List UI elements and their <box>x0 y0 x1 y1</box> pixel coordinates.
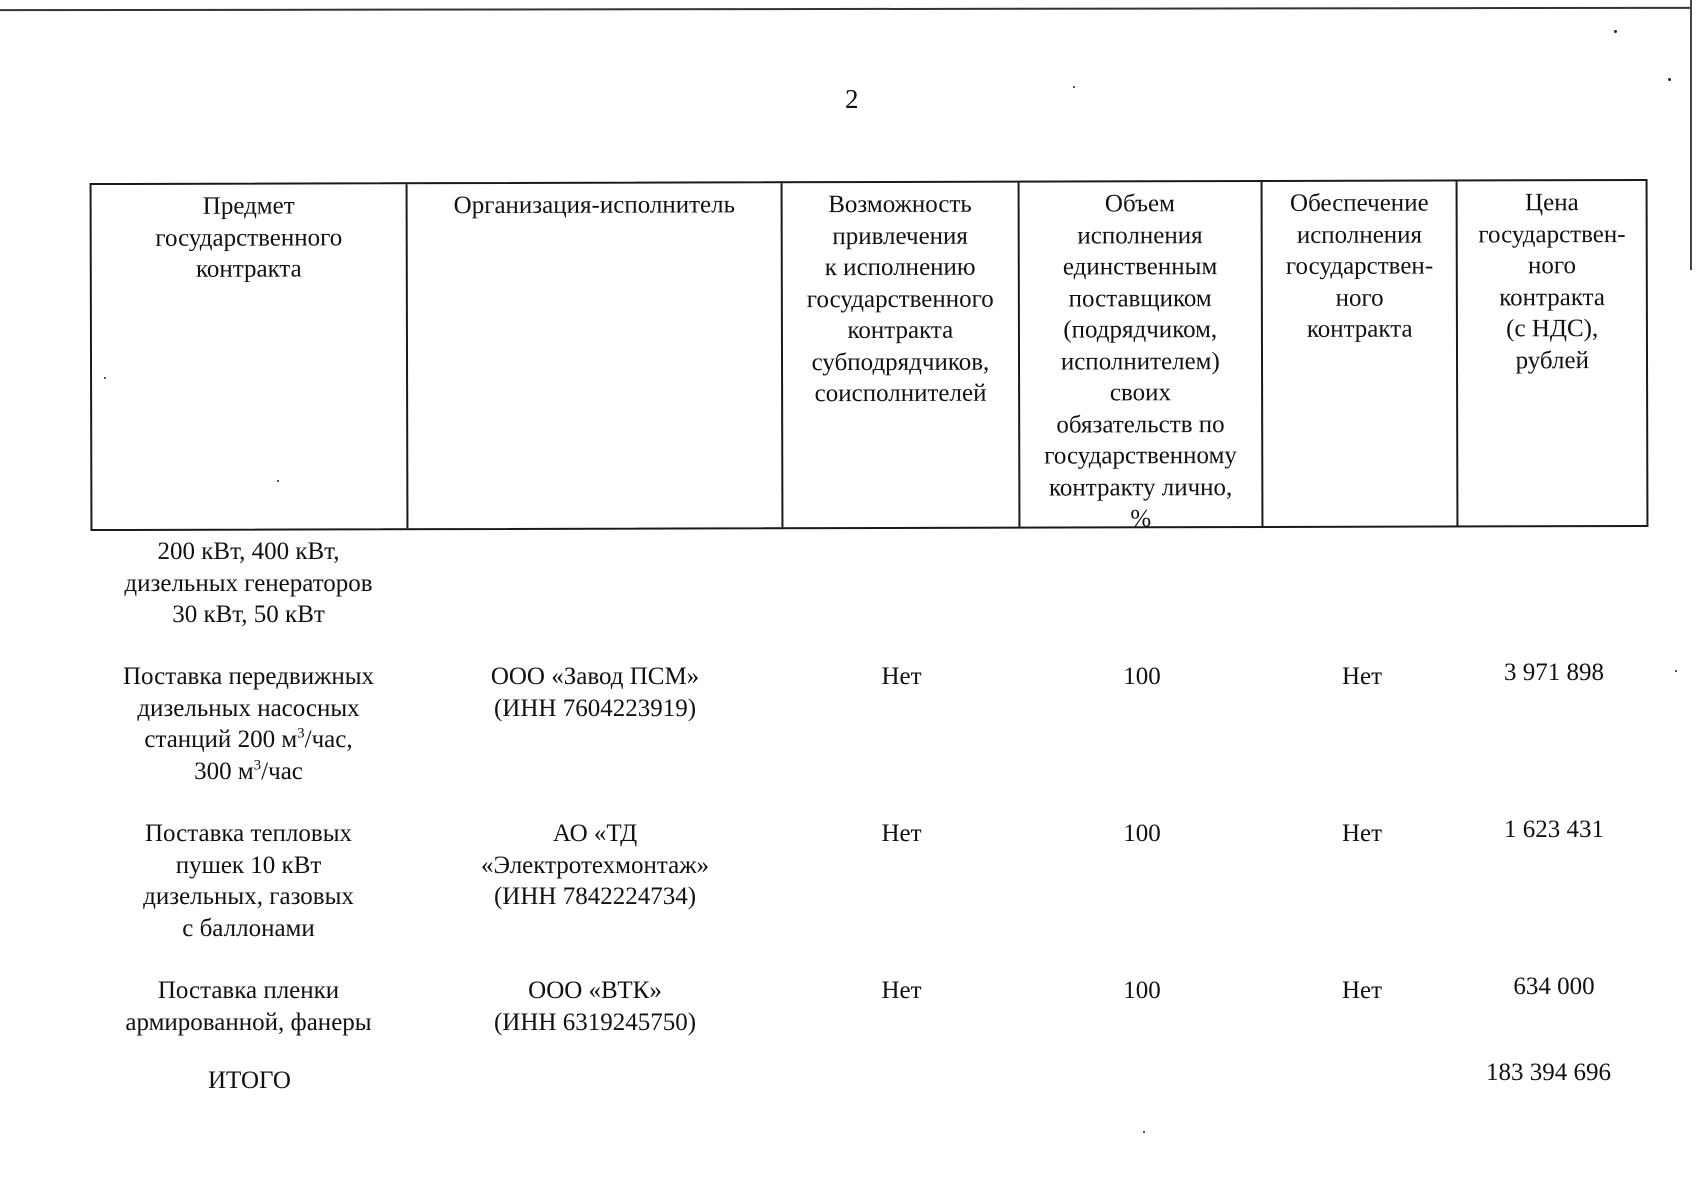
header-cell-volume <box>1019 182 1263 533</box>
cell-subject: Поставка пленки армированной, фанеры <box>125 977 372 1036</box>
header-price-text: Цена государствен- ного контракта (с НДС), рублей <box>1478 189 1626 374</box>
superscript: 3 <box>297 725 305 742</box>
scan-speck <box>1073 86 1075 88</box>
cell-subcontractors: Нет <box>881 977 922 1004</box>
table-row <box>90 818 1648 944</box>
total-value: 183 394 696 <box>1486 1059 1611 1086</box>
cell-volume: 100 <box>1123 977 1161 1004</box>
cell-subcontractors: Нет <box>881 820 922 847</box>
subject-text: /час <box>261 757 303 785</box>
subject-text: /час, 300 м <box>194 726 353 785</box>
scan-speck <box>1675 670 1677 672</box>
scan-speck <box>1143 1131 1145 1133</box>
header-subject-text: Предмет государственного контракта <box>155 192 343 283</box>
table-row <box>90 975 1648 1038</box>
scan-edge-right <box>1690 0 1692 270</box>
cell-subject: 200 кВт, 400 кВт, дизельных генераторов 30 кВт, 50 кВт <box>124 538 373 628</box>
total-label: ИТОГО <box>208 1067 291 1094</box>
scan-edge-top <box>0 7 1690 11</box>
cell-organization: АО «ТД «Электротехмонтаж» (ИНН 7842224734) <box>481 820 709 910</box>
header-subcontractors-text: Возможность привлечения к исполнению государственного контракта субподрядчиков, соисполнителей <box>806 190 994 408</box>
cell-price: 634 000 <box>1513 973 1595 1000</box>
table-header <box>90 179 1649 531</box>
header-organization-text: Организация-исполнитель <box>453 191 736 220</box>
header-cell-subcontractors <box>783 183 1020 528</box>
table-row <box>90 661 1648 787</box>
header-cell-organization <box>408 183 784 528</box>
header-cell-subject <box>92 184 409 529</box>
scan-speck <box>1668 78 1671 81</box>
table-row-continuation <box>90 536 1648 631</box>
header-cell-price <box>1458 181 1646 525</box>
cell-organization: ООО «Завод ПСМ» (ИНН 7604223919) <box>490 663 700 722</box>
cell-security: Нет <box>1341 820 1383 847</box>
superscript: 3 <box>253 757 262 774</box>
cell-organization: ООО «ВТК» (ИНН 6319245750) <box>493 977 697 1036</box>
cell-security: Нет <box>1341 663 1383 690</box>
cell-subject: Поставка тепловых пушек 10 кВт дизельных, газовых с баллонами <box>143 820 354 942</box>
header-cell-security <box>1263 181 1459 526</box>
cell-volume: 100 <box>1123 820 1161 847</box>
cell-price: 3 971 898 <box>1504 659 1604 686</box>
cell-volume: 100 <box>1123 663 1161 690</box>
header-security-text: Обеспечение исполнения государствен- ного контракта <box>1285 189 1434 343</box>
subject-text: Поставка передвижных дизельных насосных станций 200 м <box>122 663 375 753</box>
scan-speck <box>1614 30 1617 33</box>
header-volume-text: Объем исполнения единственным поставщиком (подрядчиком, исполнителем) своих обязательств по государственному контракту лично, % <box>1044 190 1237 533</box>
cell-price: 1 623 431 <box>1504 816 1604 843</box>
page-number: 2 <box>845 84 859 114</box>
cell-security: Нет <box>1341 977 1383 1004</box>
cell-subcontractors: Нет <box>881 663 922 690</box>
cell-subject <box>90 661 407 787</box>
